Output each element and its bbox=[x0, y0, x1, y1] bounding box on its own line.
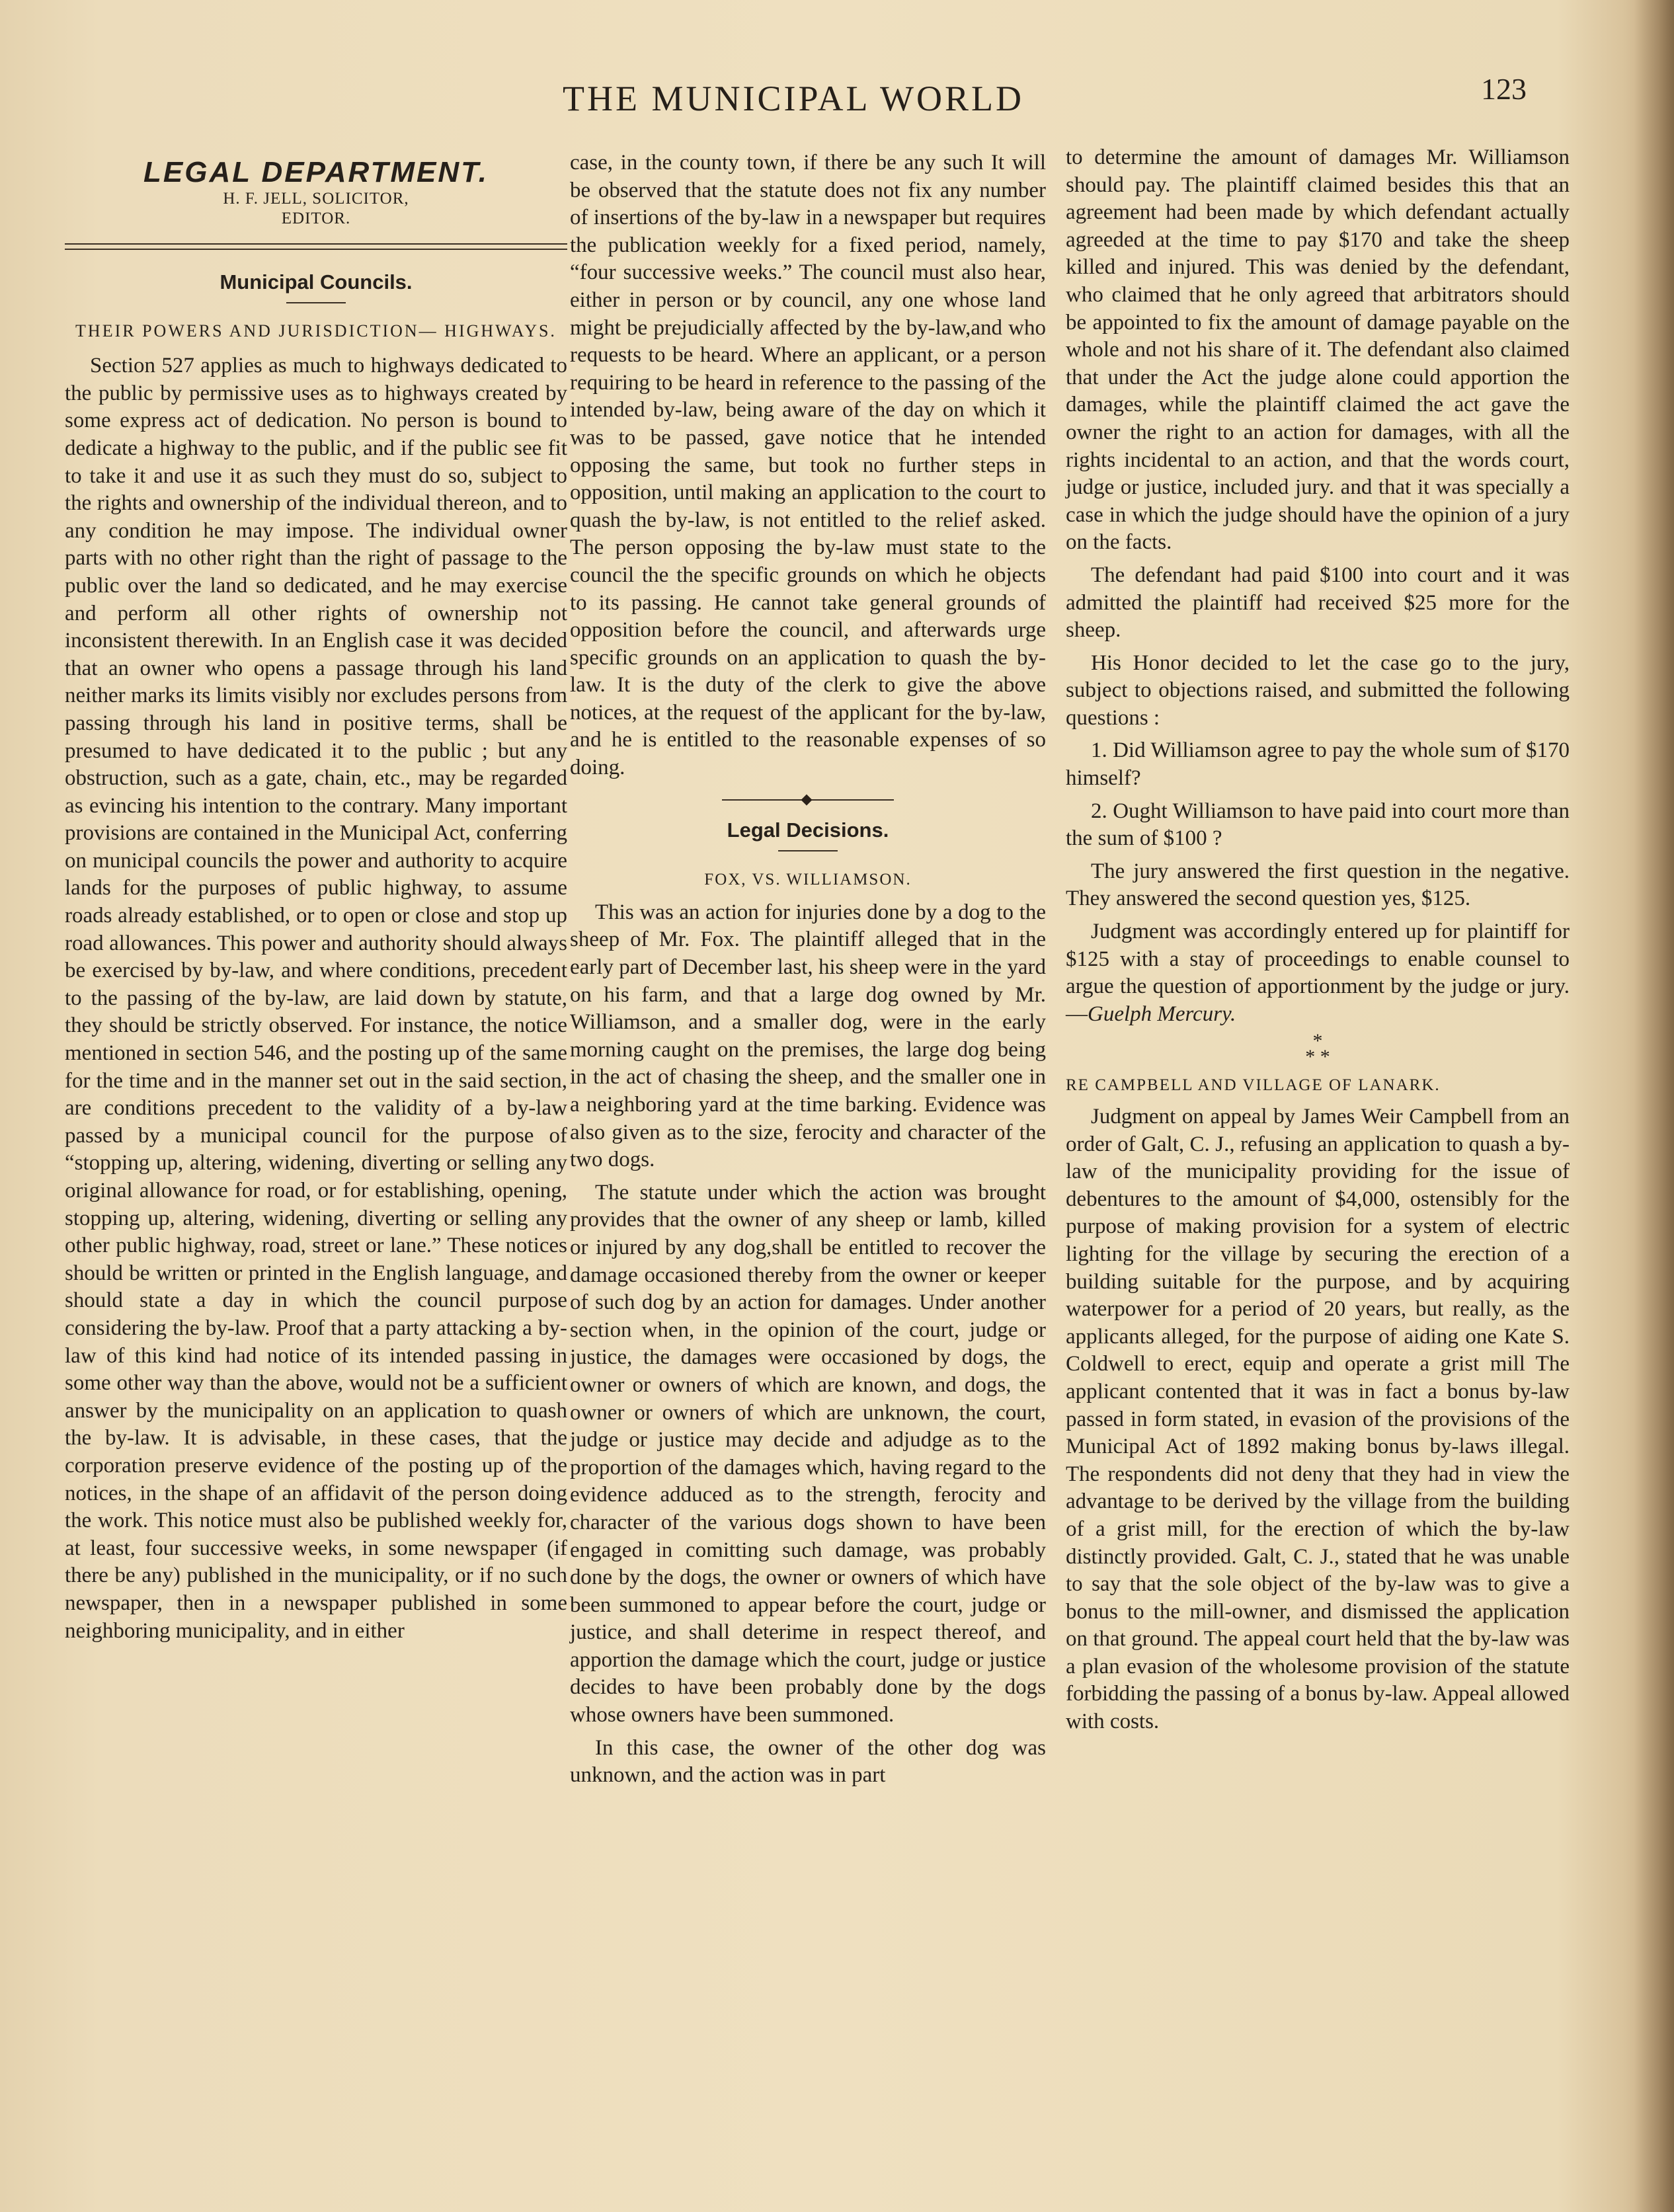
paragraph-fox-his-honor: His Honor decided to let the case go to the jury, subject to objections raised, and submitted the following questions : bbox=[1066, 651, 1570, 730]
paragraph-fox-defendant-paid: The defendant had paid $100 into court and it was admitted the plaintiff had received $25 more for the sheep. bbox=[1066, 563, 1570, 643]
paragraph-fox-judgment bbox=[1066, 918, 1570, 1028]
subheading-powers-jurisdiction: THEIR POWERS AND JURISDICTION— HIGHWAYS. bbox=[75, 321, 557, 341]
short-rule bbox=[286, 302, 346, 303]
paragraph-fox-facts: This was an action for injuries done by a dog to the sheep of Mr. Fox. The plaintiff alleged that in the early part of December last, his sheep were in the yard on his farm, and that a large dog owned by Mr. Williamson, and a smaller dog, were in the early morning caught on the premises, the large dog being in the act of chasing the sheep, and the smaller one in a neighboring yard at the time barking. Evidence was also given as to the size, ferocity and character of the two dogs. bbox=[570, 900, 1046, 1172]
department-editor-line2: EDITOR. bbox=[281, 209, 351, 227]
column-3 bbox=[1066, 144, 1570, 1741]
section-heading-legal-decisions: Legal Decisions. bbox=[727, 818, 889, 842]
department-editor-line1: H. F. JELL, SOLICITOR, bbox=[223, 189, 409, 208]
stars-bottom: * * bbox=[1305, 1046, 1330, 1068]
judgment-text: Judgment was accordingly entered up for plaintiff for $125 with a stay of proceedings to enable counsel to argue the question of apportionment by the judge or jury.— bbox=[1066, 920, 1570, 1026]
paragraph-section-527-cont: case, in the county town, if there be any such It will be observed that the statute does not fix any number of insertions of the by-law in a newspaper but requires the publication weekly for a fixed period, namely, “four successive weeks.” The council must also hear, either in person or by council, any one whose land might be prejudicially affected by the by-law,and who requests to be heard. Where an applicant, or a person requiring to be heard in reference to the passing of the intended by-law, being aware of the day on which it was to be passed, gave notice that he intended opposing the same, but took no further steps in opposition, until making an application to the court to quash the by-law, is not entitled to the relief asked. The person opposing the by-law must state to the council the the specific grounds on which he objects to its passing. He cannot take general grounds of opposition before the council, and afterwards urge specific grounds on an application to quash the by-law. It is the duty of the clerk to give the above notices, at the request of the applicant for the by-law, and he is entitled to the reasonable expenses of so doing. bbox=[570, 151, 1046, 780]
stars-top: * bbox=[1312, 1030, 1323, 1052]
paragraph-fox-jury-answer: The jury answered the first question in the negative. They answered the second question yes, $125. bbox=[1066, 859, 1570, 911]
question-1: 1. Did Williamson agree to pay the whole sum of $170 himself? bbox=[1066, 738, 1570, 791]
case-title-campbell-lanark: RE CAMPBELL AND VILLAGE OF LANARK. bbox=[1066, 1076, 1441, 1095]
paragraph-fox-statute: The statute under which the action was brought provides that the owner of any sheep or lamb, killed or injured by any dog,shall be entitled to recover the damage occasioned thereby from the owner or keeper of such dog by an action for damages. Under another section when, in the opinion of the court, judge or justice, the damages were occasioned by dogs, the owner or owners of which are known, and dogs, the owner or owners of which are unknown, the court, judge or justice may decide and adjudge as to the proportion of the damages which, having regard to the evidence adduced as to the strength, ferocity and character of the various dogs shown to have been engaged in comitting such damage, was probably done by the dogs, the owner or owners of which have been summoned to appear before the court, judge or justice, and shall deterime in respect thereof, and apportion the damage which the court, judge or justice decides to have been probably done by the dogs whose owners have been summoned. bbox=[570, 1180, 1046, 1727]
question-2: 2. Ought Williamson to have paid into court more than the sum of $100 ? bbox=[1066, 799, 1570, 851]
column-2 bbox=[570, 149, 1046, 1795]
department-title: LEGAL DEPARTMENT. bbox=[143, 156, 489, 188]
gutter-shadow bbox=[1634, 0, 1674, 2212]
section-heading-municipal-councils: Municipal Councils. bbox=[219, 270, 413, 294]
paragraph-fox-owner-unknown-cont: to determine the amount of damages Mr. Williamson should pay. The plaintiff claimed besides this that an agreement had been made by which defendant actually agreeded at the time to pay $170 and take the sheep killed and injured. This was denied by the defendant, who claimed that he only agreed that arbitrators should be appointed to fix the amount of damage payable on the whole and not his share of it. The defendant also claimed that under the Act the judge alone could apportion the damages, while the plaintiff claimed the act gave the owner the right to an action for damages, with all the rights incidental to an action, and that the words court, judge or justice, included jury. and that it was specially a case in which the judge should have the opinion of a jury on the facts. bbox=[1066, 145, 1570, 555]
paragraph-campbell-judgment: Judgment on appeal by James Weir Campbell from an order of Galt, C. J., refusing an application to quash a by-law of the municipality providing for the issue of debentures to the amount of $4,000, ostensibly for the purpose of making provision for a system of electric lighting for the village by securing the erection of a building suitable for the purpose, and by acquiring waterpower for a period of 20 years, but really, as the applicants alleged, for the purpose of aiding one Kate S. Coldwell to erect, equip and operate a grist mill The applicant contented that it was in fact a bonus by-law passed in form stated, in evasion of the provisions of the Municipal Act of 1892 making bonus by-laws illegal. The respondents did not deny that they had in view the advantage to be derived by the village from the building of a grist mill, for the erection of which the by-law distinctly provided. Galt, C. J., stated that he was unable to say that the sole object of the by-law was to give a bonus to the mill-owner, and dismissed the application on that ground. The appeal court held that the by-law was a plan evasion of the wholesome provision of the statute forbidding the passing of a bonus by-law. Appeal allowed with costs. bbox=[1066, 1105, 1570, 1734]
paragraph-section-527: Section 527 applies as much to highways dedicated to the public by permissive uses as to highways created by some express act of dedication. No person is bound to dedicate a highway to the public, and if the public see fit to take it and use it as such they must do so, subject to the rights and ownership of the individual thereon, and to any condition he may impose. The individual owner parts with no other right than the right of passage to the public over the land so dedicated, and he may exercise and perform all other rights of ownership not inconsistent therewith. In an English case it was decided that an owner who opens a passage through his land neither marks its limits visibly nor excludes persons from passing through his land in positive terms, shall be presumed to have dedicated it to the public ; but any obstruction, such as a gate, chain, etc., may be regarded as evincing his intention to the contrary. Many important provisions are contained in the Municipal Act, conferring on municipal councils the power and authority to acquire lands for the purposes of public highway, to assume roads already established, or to open or close and stop up road allowances. This power and authority should always be exercised by by-law, and where conditions, precedent to the passing of the by-law, are laid down by statute, they should be strictly observed. For instance, the notice mentioned in section 546, and the posting up of the same for the time and in the manner set out in the said section, are conditions precedent to the validity of a by-law passed by a municipal council for the purpose of “stopping up, altering, widening, diverting or selling any original allowance for road, or for establishing, opening, stopping up, altering, widening, diverting or selling any other public highway, road, street or lane.” These notices should be written or printed in the English language, and should state a day in which the council purpose considering the by-law. Proof that a party attacking a by-law of this kind had notice of its intended passing in some other way than the above, would not be a sufficient answer by the municipality on an application to quash the by-law. It is advisable, in these cases, that the corporation preserve evidence of the posting up of the notices, in the shape of an affidavit of the person doing the work. This notice must also be published weekly for, at least, four successive weeks, in some newspaper (if there be any) published in the municipality, or if no such newspaper, then in a newspaper published in some neighboring municipality, and in either bbox=[65, 354, 567, 1643]
paragraph-fox-owner-unknown: In this case, the owner of the other dog was unknown, and the action was in part bbox=[570, 1735, 1046, 1788]
short-rule bbox=[778, 850, 838, 851]
masthead: THE MUNICIPAL WORLD bbox=[562, 79, 1024, 118]
column-1 bbox=[65, 151, 567, 1650]
ornament-divider bbox=[570, 795, 1046, 805]
case-title-fox-williamson: FOX, VS. WILLIAMSON. bbox=[704, 871, 912, 889]
page-number: 123 bbox=[1481, 72, 1527, 106]
source-guelph-mercury: Guelph Mercury. bbox=[1088, 1002, 1236, 1026]
double-rule bbox=[65, 243, 567, 250]
stars-divider bbox=[1066, 1030, 1570, 1068]
